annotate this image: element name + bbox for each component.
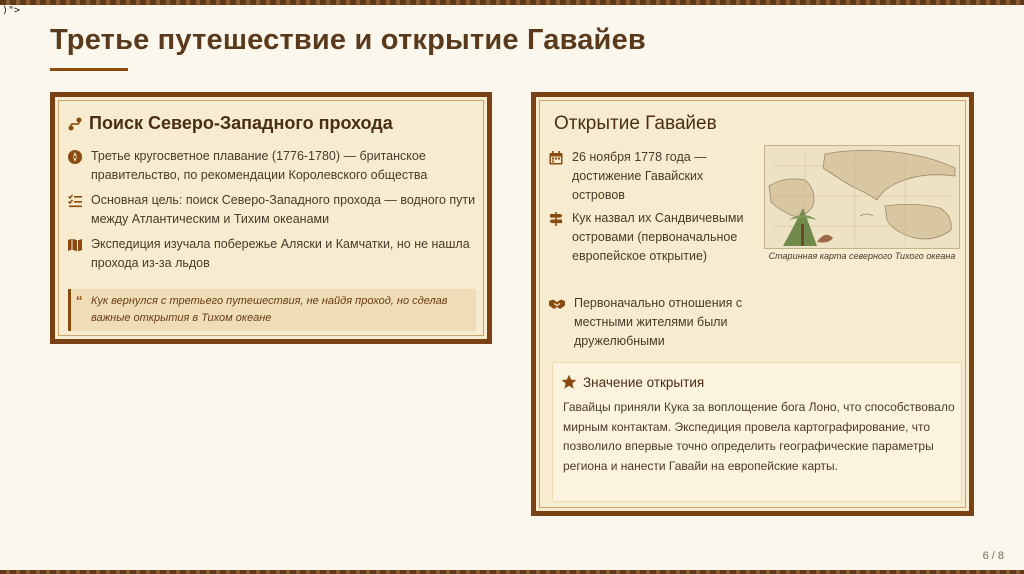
handshake-icon xyxy=(548,296,566,312)
quote-text: Кук вернулся с третьего путешествия, не найдя проход, но сделав важные открытия в Тихом океане xyxy=(91,295,448,324)
panel-heading-text: Поиск Северо-Западного прохода xyxy=(89,113,393,133)
panel-heading xyxy=(67,113,393,134)
list-item-text: Первоначально отношения с местными жителями были дружелюбными xyxy=(574,296,743,348)
list-item xyxy=(67,191,477,229)
bottom-frame-border xyxy=(0,570,1024,574)
map-icon xyxy=(67,237,83,253)
stray-text: )"> xyxy=(2,5,21,16)
compass-icon xyxy=(67,149,83,165)
list-item-text: Третье кругосветное плавание (1776-1780) — британское правительство, по рекомендации Королевского общества xyxy=(91,149,428,182)
significance-heading-text: Значение открытия xyxy=(583,374,705,390)
star-icon xyxy=(561,374,577,390)
list-item xyxy=(548,294,758,351)
signpost-icon xyxy=(548,211,564,227)
map-caption: Старинная карта северного Тихого океана xyxy=(768,251,956,261)
calendar-icon xyxy=(548,150,564,166)
checklist-icon xyxy=(67,193,83,209)
list-item xyxy=(67,147,477,185)
significance-card xyxy=(552,362,962,502)
significance-text: Гавайцы приняли Кука за воплощение бога Лоно, что способствовало мирным контактам. Экспедиция провела картографирование, что позволило впервые точно определить географические параметры региона и нанести Гавайи на европейские карты. xyxy=(563,400,955,473)
list-item-text: Экспедиция изучала побережье Аляски и Камчатки, но не нашла прохода из-за льдов xyxy=(91,237,470,270)
title-underline xyxy=(50,68,128,71)
top-frame-border xyxy=(0,0,1024,5)
list-item xyxy=(67,235,477,273)
page-number: 6 / 8 xyxy=(982,550,1004,562)
list-item xyxy=(548,209,748,266)
list-item-text: Кук назвал их Сандвичевыми островами (первоначальное европейское открытие) xyxy=(572,211,744,263)
route-icon xyxy=(67,116,83,132)
panel-heading: Открытие Гавайев xyxy=(554,113,717,134)
list-item xyxy=(548,148,748,205)
list-item-text: 26 ноября 1778 года — достижение Гавайских островов xyxy=(572,150,707,202)
slide-title: Третье путешествие и открытие Гавайев xyxy=(50,24,646,56)
northwest-passage-panel xyxy=(50,92,492,344)
list-item-text: Основная цель: поиск Северо-Западного прохода — водного пути между Атлантическим и Тихим океанами xyxy=(91,193,476,226)
antique-map-image xyxy=(764,145,960,249)
hawaii-discovery-panel xyxy=(531,92,974,516)
significance-heading xyxy=(561,374,704,390)
summary-quote xyxy=(68,289,476,331)
quote-icon: “ xyxy=(76,293,83,308)
